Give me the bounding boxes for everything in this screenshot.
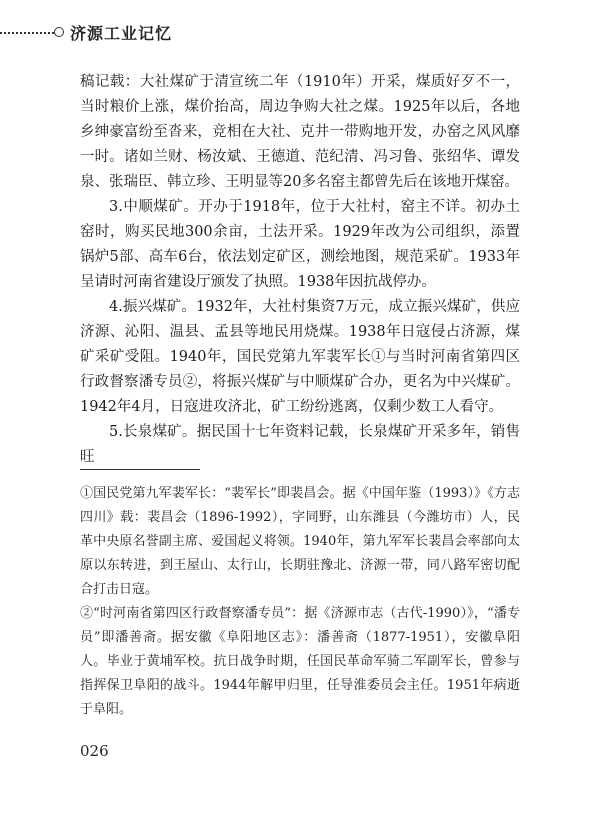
header-dotted-line	[0, 32, 54, 34]
footnote-2: ②“时河南省第四区行政督察潘专员”：据《济源市志（古代-1990）》，“潘专员”即潘善斋。据安徽《阜阳地区志》：潘善斋（1877-1951），安徽阜阳人。毕业于黄埔军校。抗日战争时期，任国民革命军骑二军副军长，曾参与指挥保卫阜阳的战斗。1944年解甲归里，任导淮委员会主任。1951年病逝于阜阳。	[80, 606, 520, 717]
footnote-separator	[80, 469, 200, 470]
header-title: 济源工业记忆	[70, 24, 173, 43]
paragraph-zhenxing-mine: 4.振兴煤矿。1932年，大社村集资7万元，成立振兴煤矿，供应济源、沁阳、温县、孟县等地民用烧煤。1938年日寇侵占济源，煤矿采矿受阻。1940年，国民党第九军裴军长①与当时河南省第四区行政督察潘专员②，将振兴煤矿与中顺煤矿合办，更名为中兴煤矿。1942年4月，日寇进攻济北，矿工纷纷逃离，仅剩少数工人看守。	[80, 299, 520, 415]
page-number: 026	[80, 742, 109, 760]
footnotes	[80, 482, 520, 722]
paragraph-zhongshun-mine: 3.中顺煤矿。开办于1918年，位于大社村，窑主不详。初办土窑时，购买民地300余亩，土法开采。1929年改为公司组织，添置锅炉5部、高车6台，依法划定矿区，测绘地图，规范采矿。1933年呈请时河南省建设厅颁发了执照。1938年因抗战停办。	[80, 199, 520, 290]
body-text	[80, 70, 520, 470]
running-header	[0, 18, 600, 48]
header-circle-ornament	[54, 27, 64, 37]
footnote-1: ①国民党第九军裴军长：“裴军长”即裴昌会。据《中国年鉴（1993）》《方志四川》载：裴昌会（1896-1992），字同野，山东潍县（今潍坊市）人，民革中央原名誉副主席、爱国起义将领。1940年，第九军军长裴昌会率部向太原以东转进，到王屋山、太行山，长期驻豫北、济源一带，同八路军密切配合打击日寇。	[80, 486, 520, 597]
paragraph-continued: 稿记载：大社煤矿于清宣统二年（1910年）开采，煤质好歹不一，当时粮价上涨，煤价抬高，周边争购大社之煤。1925年以后，各地乡绅豪富纷至沓来，竞相在大社、克井一带购地开发，办窑之风风靡一时。诸如兰财、杨汝斌、王德道、范纪清、冯习鲁、张绍华、谭发泉、张瑞臣、韩立珍、王明显等20多名窑主都曾先后在该地开煤窑。	[80, 74, 520, 190]
paragraph-changquan-mine: 5.长泉煤矿。据民国十七年资料记载，长泉煤矿开采多年，销售旺	[80, 424, 520, 465]
